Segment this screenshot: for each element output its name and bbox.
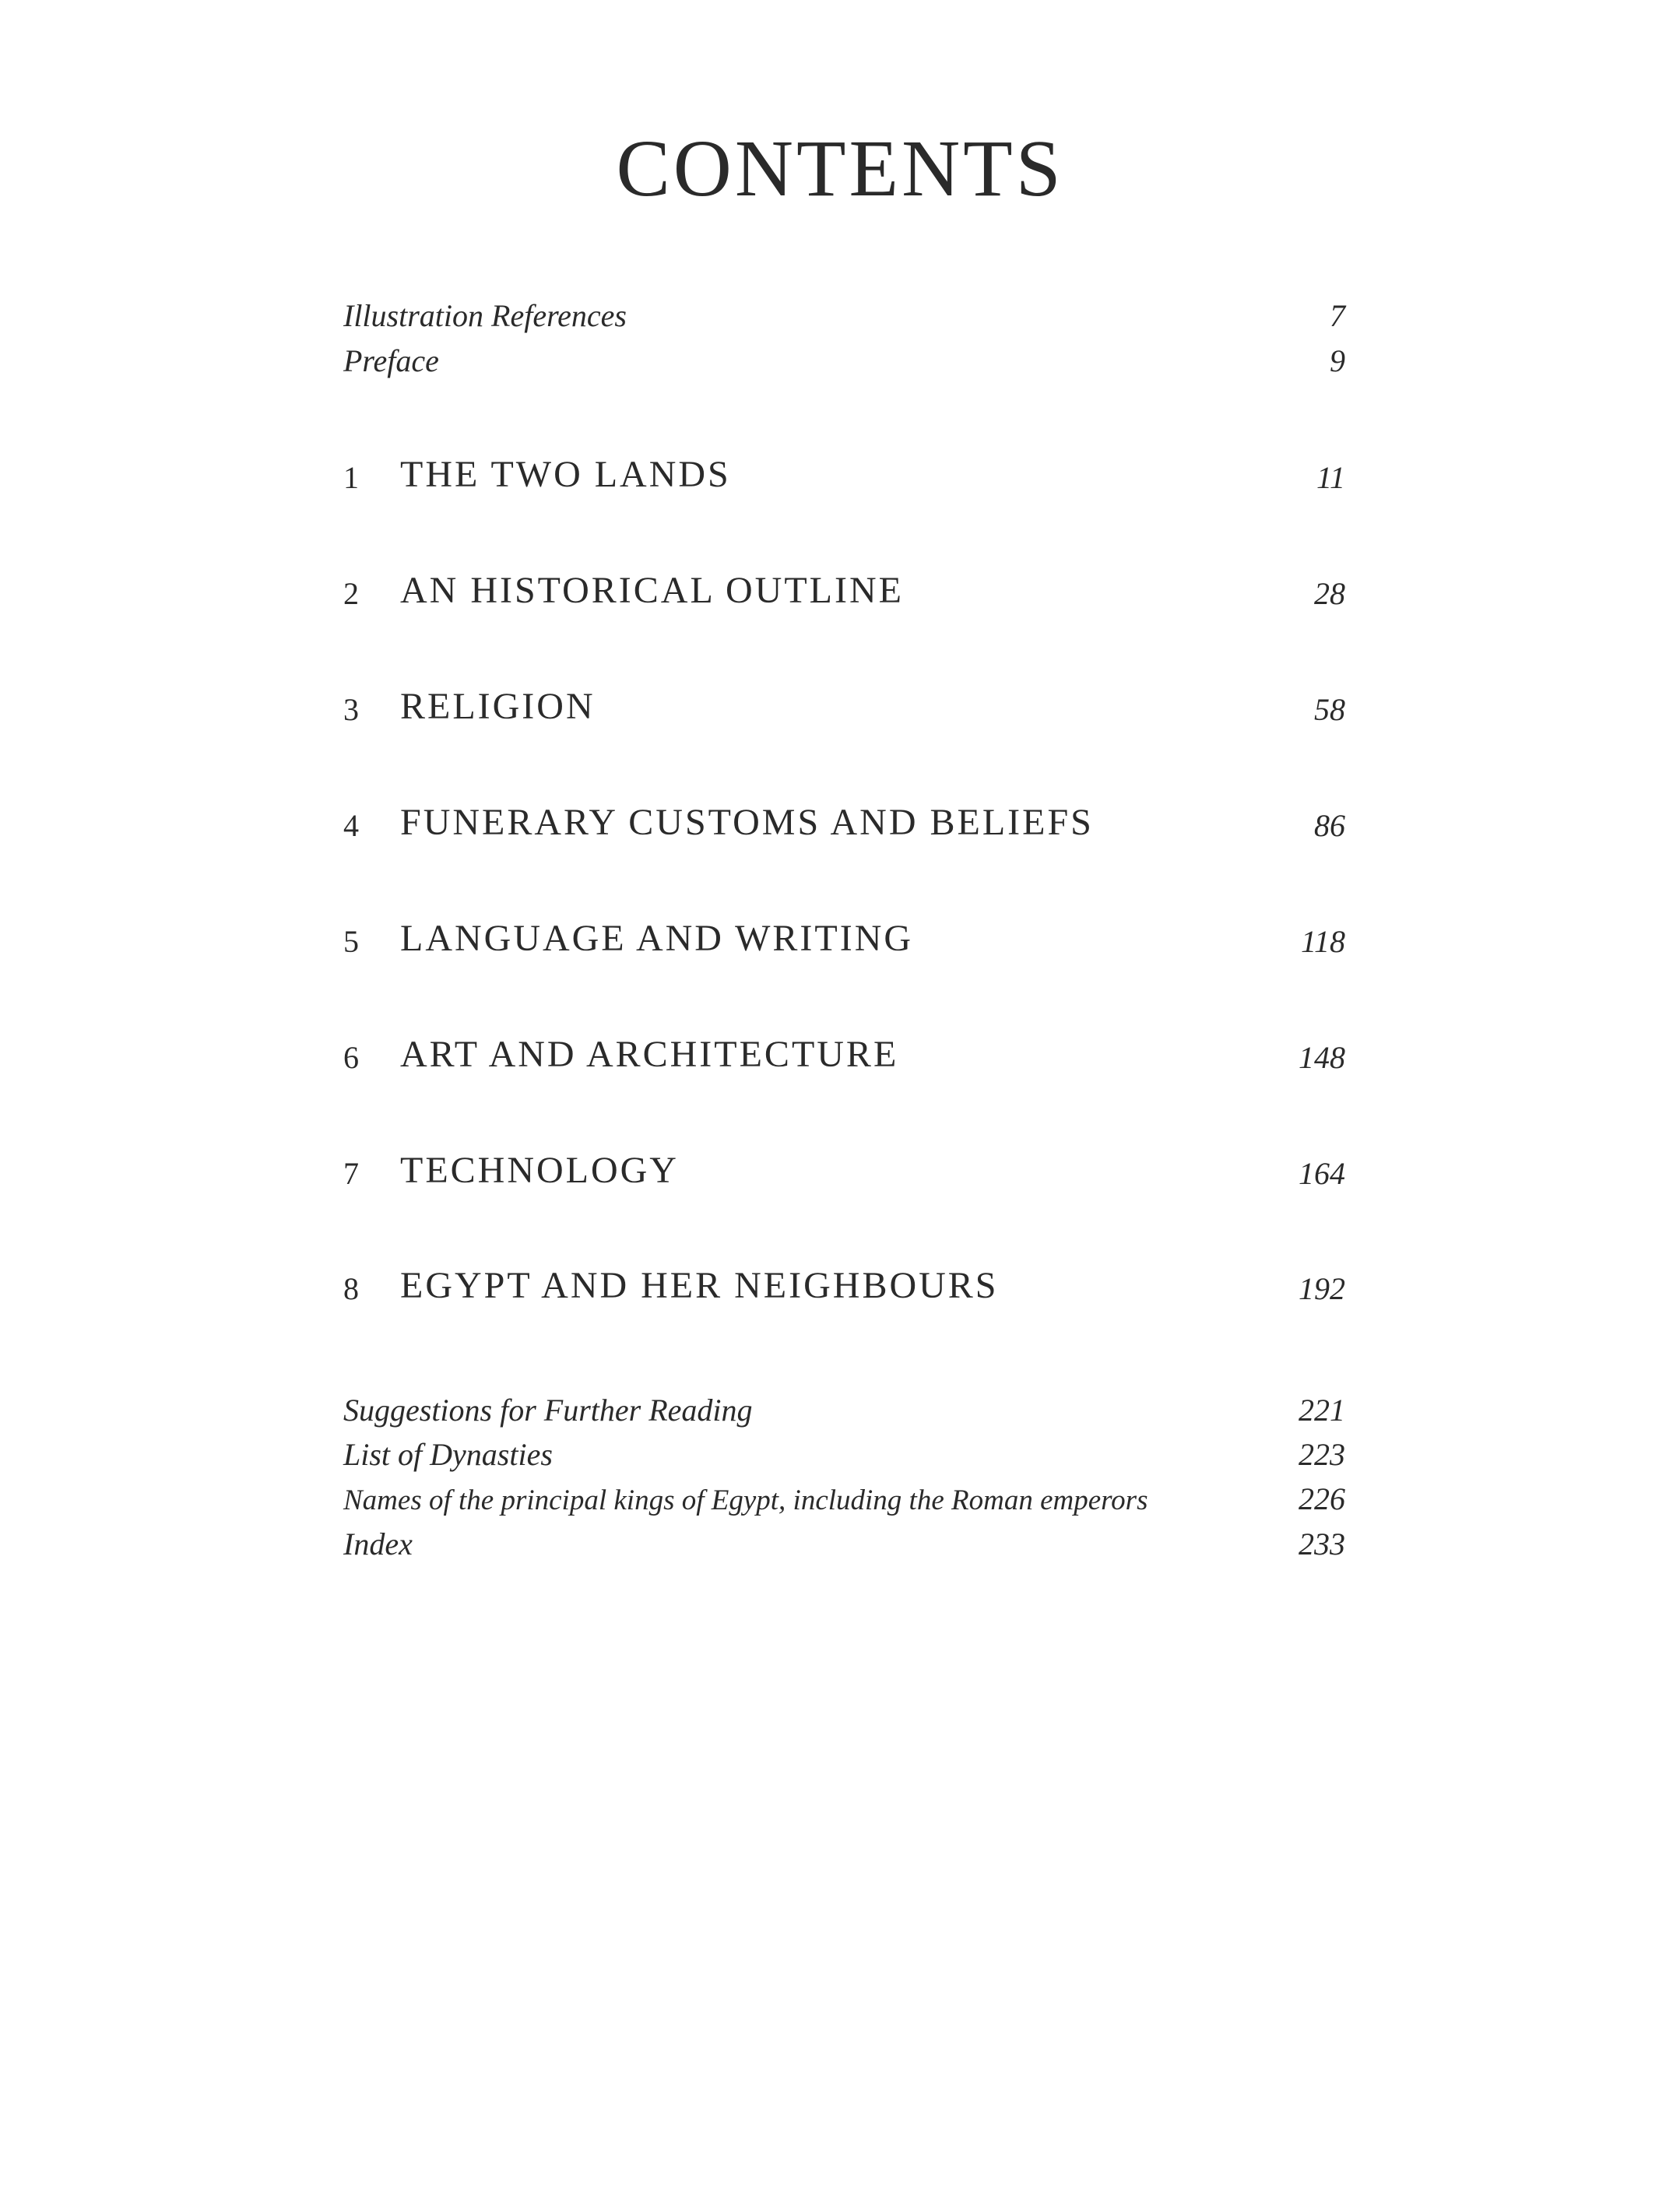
entry-page: 7: [1330, 298, 1345, 333]
chapter-number: 4: [343, 808, 359, 843]
chapter-title: LANGUAGE AND WRITING: [400, 918, 914, 959]
entry-label: Names of the principal kings of Egypt, including the Roman emperors: [343, 1484, 1148, 1516]
chapter-number: 1: [343, 460, 359, 495]
toc-entry-index[interactable]: [343, 1513, 1345, 1560]
chapter-title: AN HISTORICAL OUTLINE: [400, 570, 904, 611]
chapter-number: 2: [343, 576, 359, 611]
toc-chapter-7[interactable]: [343, 1143, 1345, 1189]
entry-label: Illustration References: [343, 298, 627, 333]
entry-page: 226: [1299, 1481, 1345, 1516]
toc-entry-kings-of-egypt[interactable]: [343, 1468, 1345, 1515]
chapter-number: 5: [343, 924, 359, 959]
toc-entry-preface[interactable]: [343, 330, 1345, 377]
entry-label: Suggestions for Further Reading: [343, 1393, 753, 1428]
entry-page: 223: [1299, 1437, 1345, 1472]
chapter-title: TECHNOLOGY: [400, 1150, 679, 1191]
chapter-page: 28: [1314, 576, 1345, 611]
chapter-page: 11: [1316, 460, 1345, 495]
toc-chapter-3[interactable]: [343, 679, 1345, 725]
toc-chapter-1[interactable]: [343, 447, 1345, 494]
chapter-title: ART AND ARCHITECTURE: [400, 1034, 899, 1075]
chapter-page: 58: [1314, 692, 1345, 727]
toc-chapter-8[interactable]: [343, 1258, 1345, 1305]
toc-entry-illustration-references[interactable]: [343, 285, 1345, 332]
toc-entry-list-of-dynasties[interactable]: [343, 1424, 1345, 1470]
chapter-page: 148: [1299, 1040, 1345, 1075]
page-title: CONTENTS: [616, 124, 1064, 213]
chapter-title: EGYPT AND HER NEIGHBOURS: [400, 1265, 999, 1306]
chapter-page: 192: [1299, 1271, 1345, 1306]
entry-page: 221: [1299, 1393, 1345, 1428]
chapter-title: FUNERARY CUSTOMS AND BELIEFS: [400, 802, 1094, 843]
chapter-number: 8: [343, 1271, 359, 1306]
entry-label: List of Dynasties: [343, 1437, 553, 1472]
chapter-number: 6: [343, 1040, 359, 1075]
entry-page: 9: [1330, 343, 1345, 378]
toc-chapter-5[interactable]: [343, 911, 1345, 957]
toc-chapter-4[interactable]: [343, 795, 1345, 841]
chapter-page: 164: [1299, 1156, 1345, 1191]
chapter-number: 7: [343, 1156, 359, 1191]
entry-label: Preface: [343, 343, 439, 378]
entry-page: 233: [1299, 1526, 1345, 1561]
toc-entry-further-reading[interactable]: [343, 1379, 1345, 1426]
entry-label: Index: [343, 1526, 413, 1561]
chapter-page: 118: [1300, 924, 1345, 959]
chapter-number: 3: [343, 692, 359, 727]
chapter-title: THE TWO LANDS: [400, 454, 731, 495]
toc-chapter-2[interactable]: [343, 563, 1345, 609]
chapter-page: 86: [1314, 808, 1345, 843]
chapter-title: RELIGION: [400, 686, 596, 727]
toc-chapter-6[interactable]: [343, 1027, 1345, 1073]
